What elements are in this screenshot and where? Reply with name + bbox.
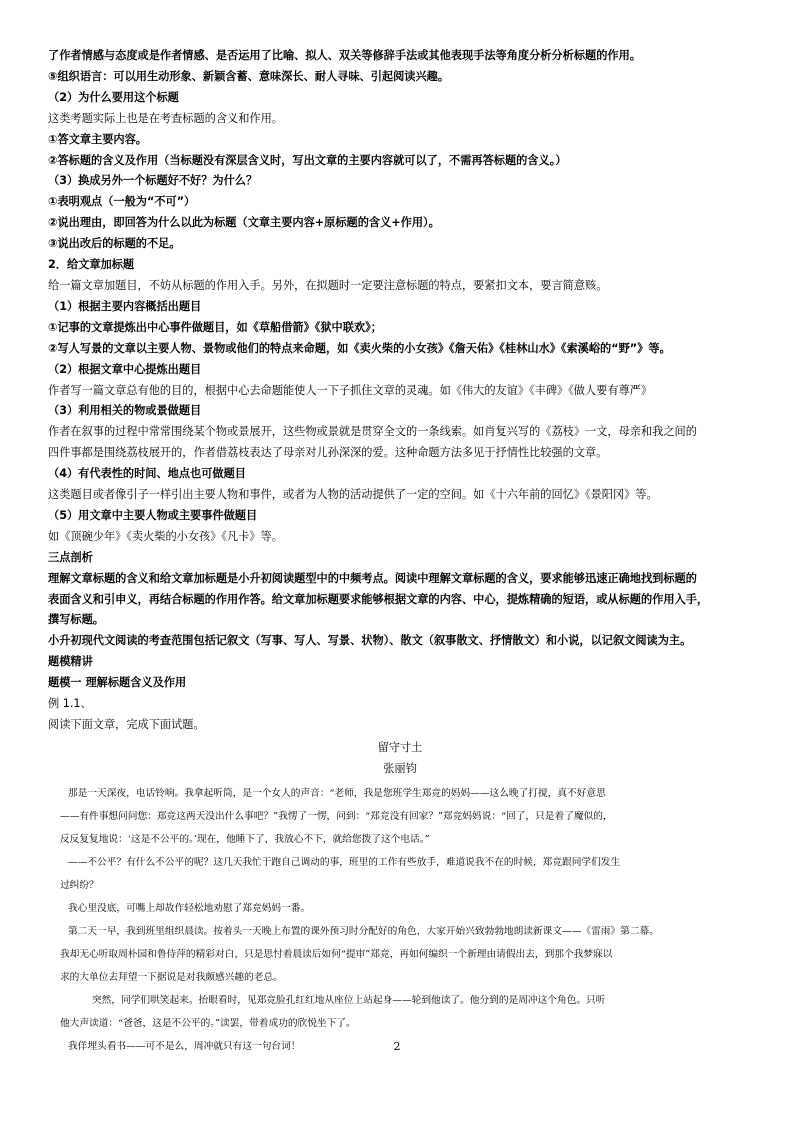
story-line: 我心里没底，可嘴上却故作轻松地劝慰了郑竞妈妈一番。: [68, 902, 311, 914]
text-line: 了作者情感与态度或是作者情感、是否运用了比喻、拟人、双关等修辞手法或其他表现手法等角度分析分析标题的作用。: [48, 49, 641, 62]
text-line: 如《顶碗少年》《卖火柴的小女孩》《凡卡》等。: [48, 529, 283, 543]
text-line: （1）根据主要内容概括出题目: [48, 299, 202, 313]
text-line: 给一篇文章加题目，不妨从标题的作用入手。另外，在拟题时一定要注意标题的特点，要紧扣文本，要言简意赅。: [48, 278, 608, 292]
text-line: ②说出理由，即回答为什么以此为标题（文章主要内容+原标题的含义+作用）。: [48, 216, 440, 230]
text-line: 理解文章标题的含义和给文章加标题是小升初阅读题型中的中频考点。阅读中理解文章标题的含义，要求能够迅速正确地找到标题的: [48, 571, 697, 585]
text-line: ②答标题的含义及作用（当标题没有深层含义时，写出文章的主要内容就可以了，不需再答标题的含义。）: [48, 153, 567, 167]
story-line: 他大声读道：“爸爸，这是不公平的。”读罢，带着成功的欣悦坐下了。: [60, 1017, 356, 1029]
text-line: 题模精讲: [48, 655, 93, 669]
text-line: 例 1.1、: [48, 697, 92, 711]
text-line: ②写人写景的文章以主要人物、景物或他们的特点来命题，如《卖火柴的小女孩》《詹天佑》《桂林山水》《索溪峪的“野”》等。: [48, 341, 671, 355]
story-text: [48, 782, 752, 1058]
text-line: ③说出改后的标题的不足。: [48, 237, 181, 251]
text-line: 这类题目或者像引子一样引出主要人物和事件，或者为人物的活动提供了一定的空间。如《十六年前的回忆》《景阳冈》等。: [48, 488, 658, 502]
text-line: 三点剖析: [48, 550, 93, 564]
story-line: ——有件事想问问您：郑竞这两天没出什么事吧？”我愣了一愣，问到：“郑竞没有回家？”郑竞妈妈说：“回了，只是着了魔似的，: [60, 810, 613, 822]
story-line: 第二天一早，我到班里组织晨读。按着头一天晚上布置的课外预习时分配好的角色，大家开始兴致勃勃地朗读新课文——《雷雨》第二幕。: [68, 925, 659, 937]
body-text: [48, 46, 752, 736]
story-title: 留守寸土: [377, 740, 423, 754]
text-line: ⑤组织语言：可以用生动形象、新颖含蓄、意味深长、耐人寻味、引起阅读兴趣。: [48, 69, 450, 83]
story-line: 那是一天深夜，电话铃响。我拿起听筒，是一个女人的声音：“老师，我是您班学生郑竞的妈妈——这么晚了打搅，真不好意思: [68, 787, 606, 799]
story-author: 张丽钧: [383, 761, 417, 775]
story-line: 我佯埋头看书——可不是么，周冲就只有这一句台词！: [68, 1040, 301, 1052]
text-line: （3）换成另外一个标题好不好？为什么？: [48, 174, 258, 188]
text-line: 撰写标题。: [48, 613, 104, 627]
text-line: 表面含义和引申义，再结合标题的作用作答。给文章加标题要求能够根据文章的内容、中心，提炼精确的短语，或从标题的作用入手，: [48, 592, 709, 606]
text-line: ①答文章主要内容。: [48, 132, 147, 146]
text-line: （4）有代表性的时间、地点也可做题目: [48, 467, 246, 481]
text-line: （5）用文章中主要人物或主要事件做题目: [48, 508, 258, 522]
text-line: 2．给文章加标题: [48, 258, 135, 272]
text-line: 作者在叙事的过程中常常围绕某个物或景展开，这些物或景就是贯穿全文的一条线索。如肖复兴写的《荔枝》一文，母亲和我之间的: [48, 425, 697, 439]
text-line: （2）根据文章中心提炼出题目: [48, 362, 202, 376]
story-line: 突然，同学们哄笑起来。抬眼看时，见郑竞脸孔红红地从座位上站起身——轮到他读了。他分到的是周冲这个角色。只听: [92, 994, 606, 1006]
text-line: （3）利用相关的物或景做题目: [48, 404, 202, 418]
document-page: [48, 46, 752, 1058]
text-line: ①记事的文章提炼出中心事件做题目，如《草船借箭》《狱中联欢》；: [48, 320, 382, 334]
story-line: 我却无心听取周朴园和鲁侍萍的精彩对白，只是思忖着晨读后如何“提审”郑竞，再如何编织一个新理由请假出去，到那个我梦寐以: [60, 948, 613, 960]
story-line: ——不公平？有什么不公平的呢？这几天我忙于跑自己调动的事，班里的工作有些放手，难道说我不在的时候，郑竞跟同学们发生: [68, 856, 621, 868]
story-line: 反反复复地说：‘这是不公平的。’现在，他睡下了，我放心不下，就给您拨了这个电话。”: [60, 833, 430, 845]
story-line: 过纠纷？: [60, 879, 99, 891]
text-line: 小升初现代文阅读的考查范围包括记叙文（写事、写人、写景、状物）、散文（叙事散文、抒情散文）和小说，以记叙文阅读为主。: [48, 634, 692, 648]
text-line: 题模一 理解标题含义及作用: [48, 676, 187, 690]
text-line: ①表明观点（一般为“不可”）: [48, 195, 196, 209]
text-line: 作者写一篇文章总有他的目的，根据中心去命题能使人一下子抓住文章的灵魂。如《伟大的友谊》《丰碑》《做人要有尊严》: [48, 383, 653, 397]
text-line: 阅读下面文章，完成下面试题。: [48, 718, 205, 731]
page-number: 2: [393, 1040, 401, 1053]
story-line: 求的大单位去拜望一下据说是对我颇感兴趣的老总。: [60, 971, 283, 983]
text-line: 四件事都是围绕荔枝展开的，作者借荔枝表达了母亲对儿孙深深的爱。这种命题方法多见于抒情性比较强的文章。: [48, 446, 608, 460]
text-line: （2）为什么要用这个标题: [48, 90, 179, 104]
text-line: 这类考题实际上也是在考查标题的含义和作用。: [48, 111, 283, 125]
